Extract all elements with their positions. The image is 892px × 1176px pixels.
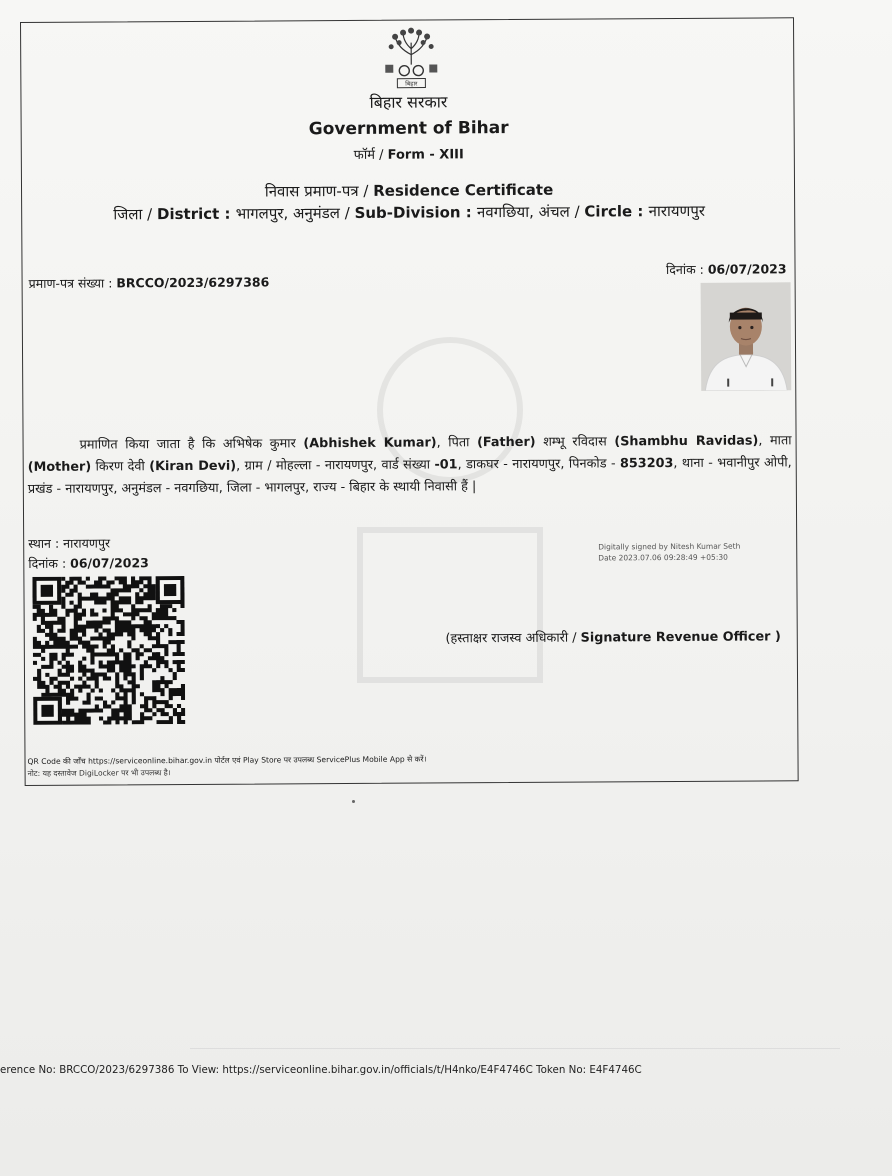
certificate-frame bbox=[20, 17, 799, 786]
holder-photo bbox=[701, 282, 792, 391]
fold-line bbox=[190, 1048, 840, 1049]
signature-label: (हस्ताक्षर राजस्व अधिकारी / Signature Revenue Officer ) bbox=[445, 629, 781, 647]
jurisdiction-line: जिला / District : भागलपुर, अनुमंडल / Sub-Division : नवगछिया, अंचल / Circle : नारायणपुर bbox=[113, 201, 706, 224]
govt-title: Government of Bihar bbox=[308, 118, 509, 140]
qr-finder-2 bbox=[33, 697, 62, 725]
qr-verification-note: QR Code की जाँच https://serviceonline.bihar.gov.in पोर्टल एवं Play Store पर उपलब्ध ServicePlus Mobile App से करें। bbox=[27, 754, 427, 766]
govt-hindi-title: बिहार सरकार bbox=[369, 92, 448, 112]
bihar-emblem bbox=[379, 24, 443, 90]
emblem-text: बिहार bbox=[405, 80, 418, 88]
issue-date-top: दिनांक : 06/07/2023 bbox=[665, 261, 787, 278]
digital-signature: Digitally signed by Nitesh Kumar Seth Date 2023.07.06 09:28:49 +05:30 bbox=[598, 541, 741, 563]
issue-date-bottom: दिनांक : 06/07/2023 bbox=[28, 555, 149, 571]
certificate-body: प्रमाणित किया जाता है कि अभिषेक कुमार (Abhishek Kumar), पिता (Father) शम्भू रविदास (Shambhu Ravidas), माता (Mother) किरण देवी (Kiran Devi), ग्राम / मोहल्ला - नारायणपुर, वार्ड संख्या -01, डाकघर - नारायणपुर, पिनकोड - 853203, थाना - भवानीपुर ओपी, प्रखंड - नारायणपुर, अनुमंडल - नवगछिया, जिला - भागलपुर, राज्य - बिहार के स्थायी निवासी हैं | bbox=[27, 433, 792, 497]
qr-code[interactable] bbox=[32, 576, 185, 725]
paper-speck bbox=[352, 800, 355, 803]
reference-line: erence No: BRCCO/2023/6297386 To View: https://serviceonline.bihar.gov.in/officials/t/H4nko/E4F4746C Token No: E4F4746C bbox=[0, 1064, 642, 1076]
qr-finder-1 bbox=[156, 576, 185, 604]
issue-place: स्थान : नारायणपुर bbox=[28, 535, 111, 551]
digilocker-note: नोट: यह दस्तावेज DigiLocker पर भी उपलब्ध है। bbox=[27, 768, 171, 778]
form-number: फॉर्म / Form - XIII bbox=[353, 147, 464, 163]
certificate-number: प्रमाण-पत्र संख्या : BRCCO/2023/6297386 bbox=[28, 274, 270, 291]
qr-finder-0 bbox=[32, 577, 61, 605]
certificate-type: निवास प्रमाण-पत्र / Residence Certificate bbox=[264, 180, 554, 201]
